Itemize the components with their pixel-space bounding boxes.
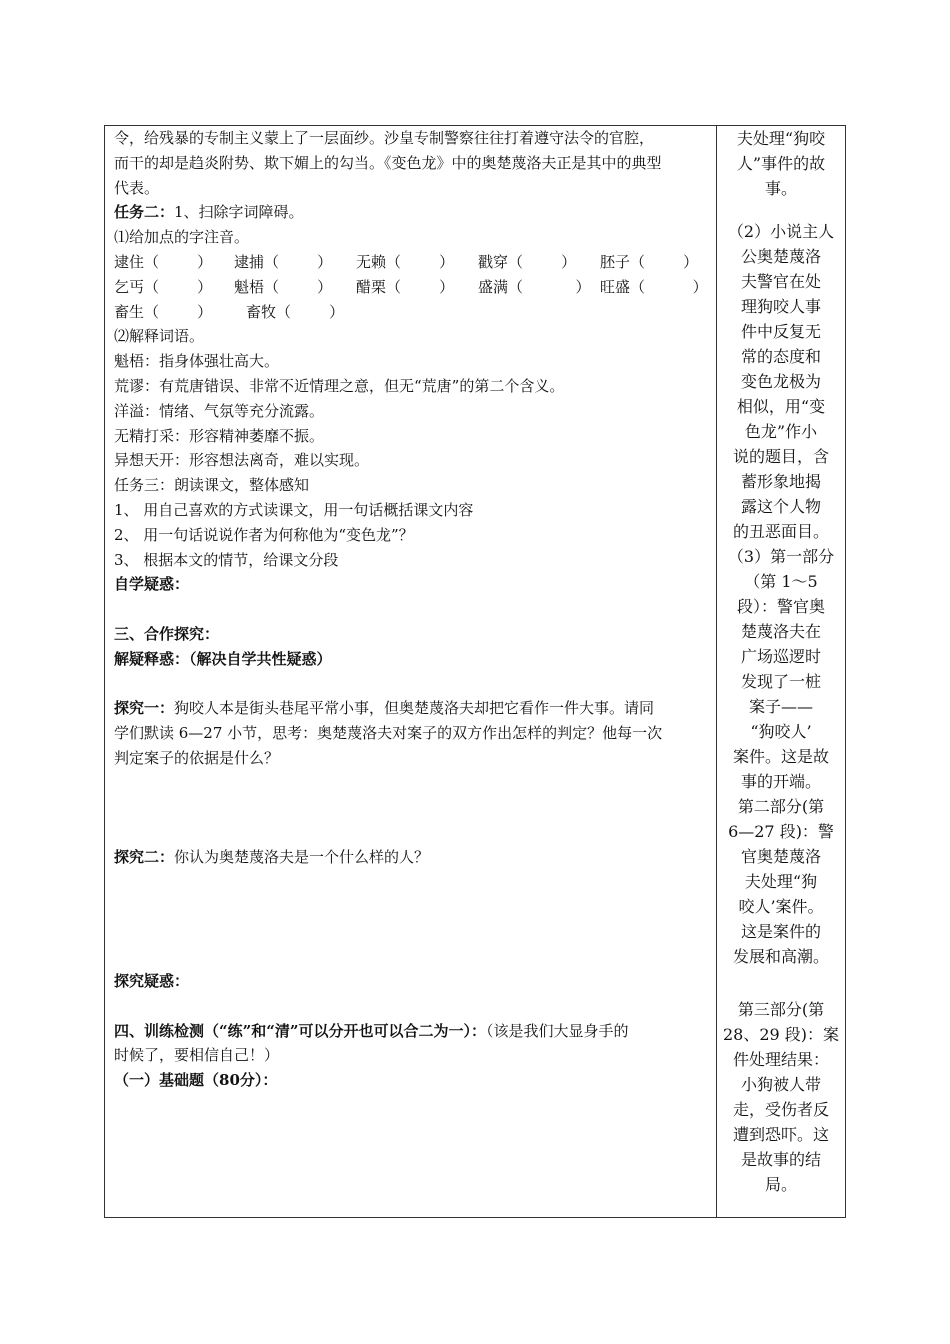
side-line: 事的开端。 xyxy=(740,772,821,791)
main-column xyxy=(114,126,711,1093)
pinyin-item: 乞丐（ ） xyxy=(114,277,213,296)
section3-subtitle: 解疑释惑：（解决自学共性疑惑） xyxy=(114,649,332,668)
pinyin-item: 畜牧（ ） xyxy=(246,302,345,321)
side-line: 这是案件的 xyxy=(740,922,821,941)
side-line: 变色龙极为 xyxy=(740,372,821,391)
side-line: 广场巡逻时 xyxy=(740,647,821,666)
pinyin-item: 盛满（ ） xyxy=(478,277,591,296)
side-line: 案件。这是故 xyxy=(732,747,829,766)
side-line: 发展和高潮。 xyxy=(732,947,829,966)
definition-instruction: ⑵解释词语。 xyxy=(114,327,205,346)
side-line: 露这个人物 xyxy=(740,497,821,516)
side-line: 相似，用“变 xyxy=(736,397,826,416)
side-line: 夫警官在处 xyxy=(740,272,821,291)
side-line: 夫处理“狗 xyxy=(744,872,818,891)
self-doubt-label: 自学疑惑： xyxy=(114,575,190,594)
task2-label: 任务二： xyxy=(114,203,175,222)
side-line: 常的态度和 xyxy=(740,347,821,366)
basic-questions-title: （一）基础题（80分）： xyxy=(114,1071,278,1090)
side-line: 说的题目，含 xyxy=(732,447,829,466)
pinyin-item: 逮捕（ ） xyxy=(234,252,333,271)
side-line: 发现了一桩 xyxy=(740,672,821,691)
lesson-table xyxy=(104,125,846,1218)
side-line: 是故事的结 xyxy=(740,1150,821,1169)
side-line: 官奥楚蔑洛 xyxy=(740,847,821,866)
pinyin-item: 醋栗（ ） xyxy=(356,277,455,296)
column-divider xyxy=(716,126,717,1217)
pinyin-item: 旺盛（ ） xyxy=(600,277,708,296)
task3-item: 2、 用一句话说说作者为何称他为“变色龙”？ xyxy=(114,525,414,544)
definition-line: 洋溢：情绪、气氛等充分流露。 xyxy=(114,401,325,420)
side-line: 6—27 段)：警 xyxy=(728,822,834,841)
section4-title: 四、训练检测（“练”和“清”可以分开也可以合二为一）：（该是我们大显身手的 xyxy=(114,1021,629,1040)
explore2-line: 探究二：你认为奥楚蔑洛夫是一个什么样的人？ xyxy=(114,848,430,867)
answer-column xyxy=(721,126,841,1197)
explore1-line: 学们默读 6—27 小节，思考：奥楚蔑洛夫对案子的双方作出怎样的判定？他每一次 xyxy=(114,724,663,743)
pinyin-row xyxy=(114,250,711,275)
pinyin-row xyxy=(114,300,711,325)
side-line: 遭到恐吓。这 xyxy=(732,1125,829,1144)
side-line: 28、29 段)：案 xyxy=(722,1025,840,1044)
side-line: 色龙”作小 xyxy=(744,422,818,441)
side-line: 咬人’案件。 xyxy=(738,897,824,916)
definition-line: 异想天开：形容想法离奇，难以实现。 xyxy=(114,451,370,470)
side-line: 蓄形象地揭 xyxy=(740,472,821,491)
side-line: 事。 xyxy=(764,179,797,198)
pinyin-item: 逮住（ ） xyxy=(114,252,213,271)
task3-item: 1、 用自己喜欢的方式读课文，用一句话概括课文内容 xyxy=(114,500,474,519)
pinyin-item: 魁梧（ ） xyxy=(234,277,333,296)
section4-note: 时候了，要相信自己！） xyxy=(114,1046,280,1065)
pinyin-item: 胚子（ ） xyxy=(600,252,699,271)
pinyin-instruction: ⑴给加点的字注音。 xyxy=(114,228,250,247)
pinyin-item: 无赖（ ） xyxy=(356,252,455,271)
side-line: “狗咬人’ xyxy=(750,722,812,741)
side-line: 小狗被人带 xyxy=(740,1075,821,1094)
explore-doubt-label: 探究疑惑： xyxy=(114,972,190,991)
side-line: （3）第一部分 xyxy=(727,547,835,566)
intro-line: 令，给残暴的专制主义蒙上了一层面纱。沙皇专制警察往往打着遵守法令的官腔， xyxy=(114,129,655,147)
task2-text: 1、扫除字词障碍。 xyxy=(174,203,304,222)
intro-line: 而干的却是趋炎附势、欺下媚上的勾当。《变色龙》中的奥楚蔑洛夫正是其中的典型 xyxy=(114,153,662,172)
side-line: 公奥楚蔑洛 xyxy=(740,247,821,266)
intro-line: 代表。 xyxy=(114,178,160,197)
side-line: （第 1～5 xyxy=(744,572,818,591)
side-line: 第二部分(第 xyxy=(737,797,825,816)
task3-heading: 任务三：朗读课文，整体感知 xyxy=(114,476,310,495)
side-line: 夫处理“狗咬 xyxy=(736,129,826,148)
side-line: 第三部分(第 xyxy=(737,1000,825,1019)
definition-line: 荒谬：有荒唐错误、非常不近情理之意，但无“荒唐”的第二个含义。 xyxy=(114,376,565,395)
side-line: 人”事件的故 xyxy=(736,154,826,173)
explore1-label: 探究一： xyxy=(114,699,175,718)
task2-heading xyxy=(114,200,711,225)
task3-item: 3、 根据本文的情节，给课文分段 xyxy=(114,550,339,569)
side-line: 走，受伤者反 xyxy=(732,1100,829,1119)
definition-line: 无精打采：形容精神萎靡不振。 xyxy=(114,426,325,445)
pinyin-item: 畜生（ ） xyxy=(114,302,213,321)
side-line: 案子—— xyxy=(748,697,813,716)
explore1-line: 探究一：狗咬人本是街头巷尾平常小事，但奥楚蔑洛夫却把它看作一件大事。请同 xyxy=(114,699,655,718)
side-line: 局。 xyxy=(764,1175,797,1194)
side-line: 理狗咬人事 xyxy=(740,297,821,316)
section3-title: 三、合作探究： xyxy=(114,624,220,643)
explore1-line: 判定案子的依据是什么？ xyxy=(114,748,280,767)
pinyin-item: 戳穿（ ） xyxy=(478,252,577,271)
side-line: 楚蔑洛夫在 xyxy=(740,622,821,641)
side-line: 件中反复无 xyxy=(740,322,821,341)
side-line: 的丑恶面目。 xyxy=(732,522,829,541)
definition-line: 魁梧：指身体强壮高大。 xyxy=(114,352,280,371)
pinyin-row xyxy=(114,275,711,300)
side-line: 段）：警官奥 xyxy=(736,597,825,616)
side-line: 件处理结果： xyxy=(732,1050,829,1069)
explore2-label: 探究二： xyxy=(114,848,175,867)
side-line: （2）小说主人 xyxy=(727,222,835,241)
